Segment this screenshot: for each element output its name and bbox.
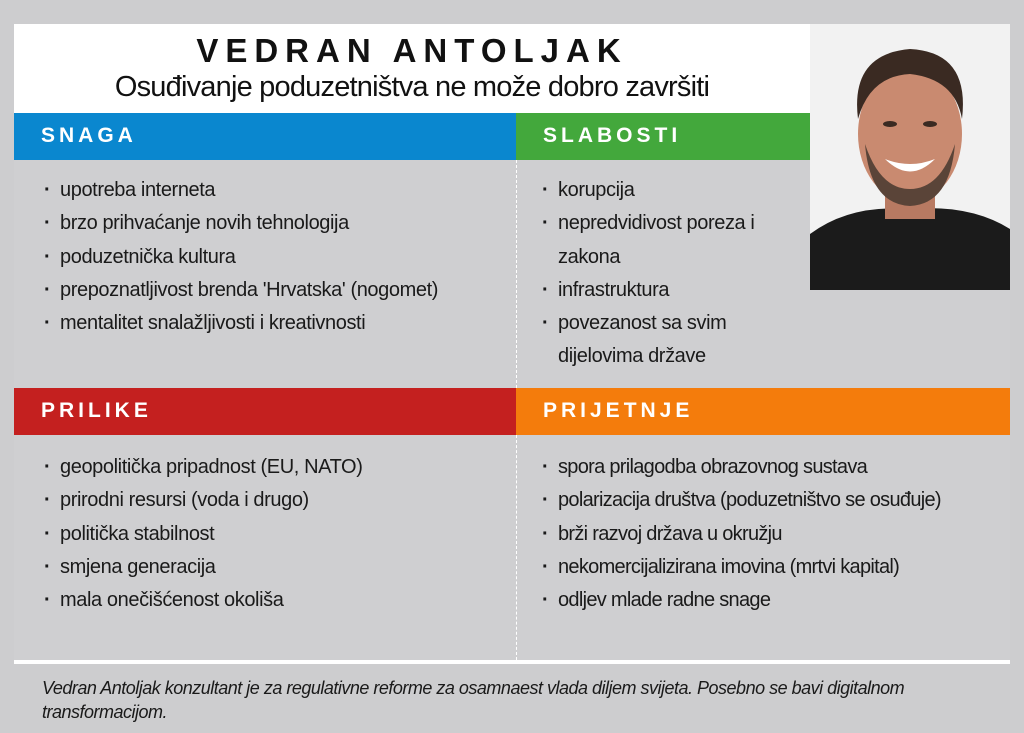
prijetnje-list <box>542 451 1008 617</box>
list-item: · politička stabilnost <box>44 518 504 551</box>
list-item: · mala onečišćenost okoliša <box>44 584 504 617</box>
list-item: · prirodni resursi (voda i drugo) <box>44 484 504 517</box>
list-item: · poduzetnička kultura <box>44 241 504 274</box>
snaga-header: SNAGA <box>14 113 516 160</box>
list-item: · brzo prihvaćanje novih tehnologija <box>44 207 504 240</box>
list-item: · brži razvoj država u okružju <box>542 518 1008 551</box>
list-item: · geopolitička pripadnost (EU, NATO) <box>44 451 504 484</box>
slabosti-header: SLABOSTI <box>516 113 810 160</box>
list-item: · povezanost sa svim dijelovima države <box>542 307 772 374</box>
page-title: VEDRAN ANTOLJAK <box>196 32 628 69</box>
list-item: · korupcija <box>542 174 807 207</box>
list-item: · upotreba interneta <box>44 174 504 207</box>
portrait-photo <box>810 24 1010 290</box>
divider <box>516 435 517 660</box>
prilike-list <box>44 451 504 617</box>
list-item: · mentalitet snalažljivosti i kreativnosti <box>44 307 504 340</box>
swot-card <box>14 24 1010 664</box>
page-subtitle: Osuđivanje poduzetništva ne može dobro završiti <box>114 71 710 103</box>
prijetnje-header: PRIJETNJE <box>516 388 1010 435</box>
list-item: · nepredvidivost poreza i zakona <box>542 207 807 274</box>
list-item: · polarizacija društva (poduzetništvo se osuđuje) <box>542 484 962 517</box>
prilike-header: PRILIKE <box>14 388 516 435</box>
snaga-list <box>44 174 504 340</box>
list-item: · smjena generacija <box>44 551 504 584</box>
list-item: · infrastruktura <box>542 274 807 307</box>
list-item: · odljev mlade radne snage <box>542 584 1008 617</box>
list-item: · nekomercijalizirana imovina (mrtvi kapital) <box>542 551 1008 584</box>
title-box <box>14 24 810 113</box>
caption: Vedran Antoljak konzultant je za regulativne reforme za osamnaest vlada diljem svijeta. Posebno se bavi digitalnom transformacijom. <box>42 678 905 722</box>
list-item: · spora prilagodba obrazovnog sustava <box>542 451 1008 484</box>
divider <box>516 160 517 388</box>
slabosti-list <box>542 174 807 374</box>
list-item: · prepoznatljivost brenda 'Hrvatska' (nogomet) <box>44 274 444 307</box>
